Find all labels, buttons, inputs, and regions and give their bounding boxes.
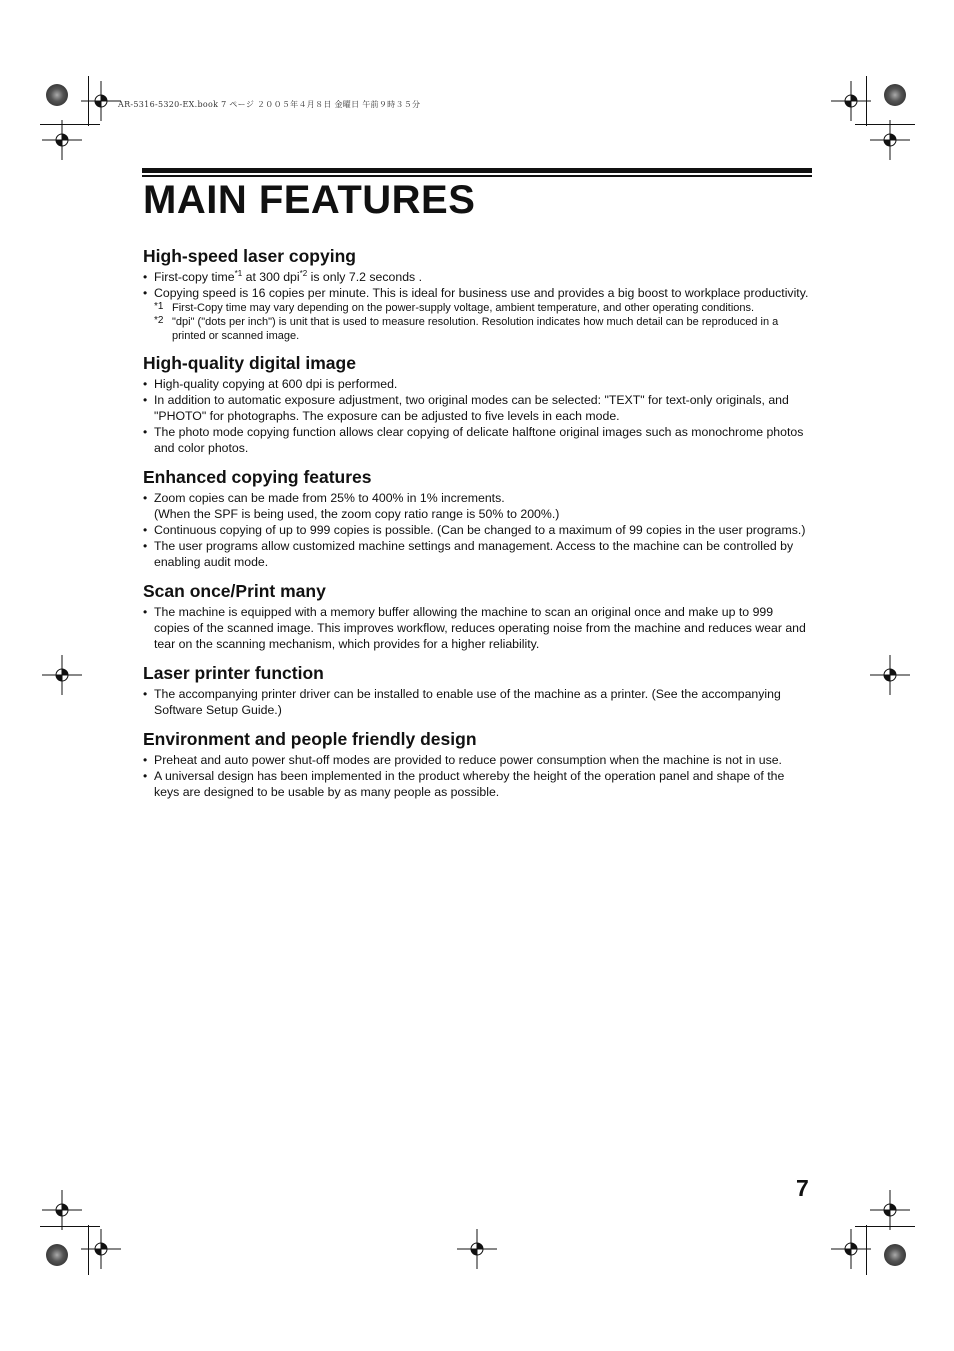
bullet-list xyxy=(143,604,811,652)
trim-line xyxy=(40,124,100,125)
bullet-glyph: • xyxy=(143,769,148,783)
page-number: 7 xyxy=(796,1175,809,1201)
color-rosette-icon xyxy=(46,84,68,106)
bullet-glyph: • xyxy=(143,270,148,284)
title-rule-thick xyxy=(142,168,812,173)
bullet-list xyxy=(143,752,811,800)
list-item xyxy=(143,392,811,424)
text: Copying speed is 16 copies per minute. This is ideal for business use and provides a big boost to workplace productivity. xyxy=(154,286,809,300)
color-rosette-icon xyxy=(884,84,906,106)
bullet-list xyxy=(143,376,811,456)
text: Zoom copies can be made from 25% to 400% in 1% increments. xyxy=(154,491,505,505)
section-title: Environment and people friendly design xyxy=(143,729,477,749)
footnotes xyxy=(143,301,811,343)
footnote-text: First-Copy time may vary depending on the power-supply voltage, ambient temperature, and other operating conditions. xyxy=(172,302,755,314)
footnote-marker: *1 xyxy=(154,301,164,312)
footnote-ref: *2 xyxy=(299,268,308,278)
section-laser-printer-function xyxy=(143,663,811,718)
text: Preheat and auto power shut-off modes are provided to reduce power consumption when the machine is not in use. xyxy=(154,753,782,767)
section-high-quality-digital-image xyxy=(143,353,811,456)
list-item xyxy=(143,424,811,456)
bullet-glyph: • xyxy=(143,687,148,701)
text: High-quality copying at 600 dpi is performed. xyxy=(154,377,398,391)
list-item xyxy=(143,490,811,522)
footnote xyxy=(143,315,811,343)
section-scan-once-print-many xyxy=(143,581,811,652)
bullet-glyph: • xyxy=(143,393,148,407)
bullet-glyph: • xyxy=(143,286,148,300)
footnote xyxy=(143,301,811,315)
registration-mark-icon xyxy=(42,655,82,695)
content xyxy=(143,246,811,800)
bullet-glyph: • xyxy=(143,523,148,537)
text: First-copy time xyxy=(154,270,235,284)
footnote-marker: *2 xyxy=(154,315,164,326)
page-title: MAIN FEATURES xyxy=(143,178,476,222)
text: at 300 dpi xyxy=(242,270,300,284)
section-title: High-quality digital image xyxy=(143,353,356,373)
trim-line xyxy=(866,1225,867,1275)
trim-line xyxy=(866,76,867,126)
color-rosette-icon xyxy=(884,1244,906,1266)
bullet-glyph: • xyxy=(143,539,148,553)
registration-mark-icon xyxy=(831,81,871,121)
registration-mark-icon xyxy=(42,1190,82,1230)
bullet-glyph: • xyxy=(143,491,148,505)
section-title: Laser printer function xyxy=(143,663,324,683)
bullet-glyph: • xyxy=(143,753,148,767)
text: (When the SPF is being used, the zoom copy ratio range is 50% to 200%.) xyxy=(154,507,560,521)
trim-line xyxy=(88,1225,89,1275)
footnote-text: "dpi" ("dots per inch") is unit that is used to measure resolution. Resolution indicates how much detail can be reproduced in a printed or scanned image. xyxy=(172,316,779,342)
section-high-speed-laser-copying xyxy=(143,246,811,343)
text: Continuous copying of up to 999 copies is possible. (Can be changed to a maximum of 99 copies in the user programs.) xyxy=(154,523,806,537)
text: In addition to automatic exposure adjustment, two original modes can be selected: "TEXT" for text-only originals, and "PHOTO" for photographs. The exposure can be adjusted to five levels in each mode. xyxy=(154,393,789,423)
section-environment-friendly-design xyxy=(143,729,811,800)
registration-mark-icon xyxy=(81,81,121,121)
print-header: AR-5316-5320-EX.book 7 ページ ２００５年４月８日 金曜日 午前９時３５分 xyxy=(118,100,421,109)
text: is only 7.2 seconds . xyxy=(307,270,423,284)
list-item xyxy=(143,269,811,285)
text: The accompanying printer driver can be installed to enable use of the machine as a printer. (See the accompanying Software Setup Guide.) xyxy=(154,687,781,717)
footnote-ref: *1 xyxy=(234,268,243,278)
color-rosette-icon xyxy=(46,1244,68,1266)
trim-line xyxy=(88,76,89,126)
list-item xyxy=(143,604,811,652)
text: A universal design has been implemented in the product whereby the height of the operation panel and shape of the keys are designed to be usable by as many people as possible. xyxy=(154,769,785,799)
title-rule-thin xyxy=(142,175,812,177)
trim-line xyxy=(855,1226,915,1227)
section-title: Scan once/Print many xyxy=(143,581,326,601)
registration-mark-icon xyxy=(870,655,910,695)
registration-mark-icon xyxy=(81,1229,121,1269)
registration-mark-icon xyxy=(870,120,910,160)
list-item xyxy=(143,376,811,392)
bullet-list xyxy=(143,686,811,718)
registration-mark-icon xyxy=(457,1229,497,1269)
section-title: High-speed laser copying xyxy=(143,246,356,266)
text: The photo mode copying function allows clear copying of delicate halftone original images such as monochrome photos and color photos. xyxy=(154,425,804,455)
bullet-glyph: • xyxy=(143,377,148,391)
list-item xyxy=(143,538,811,570)
bullet-list xyxy=(143,490,811,570)
list-item xyxy=(143,686,811,718)
list-item xyxy=(143,768,811,800)
section-title: Enhanced copying features xyxy=(143,467,372,487)
list-item xyxy=(143,752,811,768)
registration-mark-icon xyxy=(870,1190,910,1230)
text: The user programs allow customized machine settings and management. Access to the machine can be controlled by enabling audit mode. xyxy=(154,539,794,569)
registration-mark-icon xyxy=(42,120,82,160)
trim-line xyxy=(855,124,915,125)
list-item xyxy=(143,285,811,301)
text: The machine is equipped with a memory buffer allowing the machine to scan an original once and make up to 999 copies of the scanned image. This improves workflow, reduces operating noise from the machine and reduces wear and tear on the scanning mechanism, which provides for a higher reliability. xyxy=(154,605,806,651)
trim-line xyxy=(40,1226,100,1227)
bullet-glyph: • xyxy=(143,425,148,439)
bullet-list xyxy=(143,269,811,301)
registration-mark-icon xyxy=(831,1229,871,1269)
section-enhanced-copying-features xyxy=(143,467,811,570)
list-item xyxy=(143,522,811,538)
bullet-glyph: • xyxy=(143,605,148,619)
